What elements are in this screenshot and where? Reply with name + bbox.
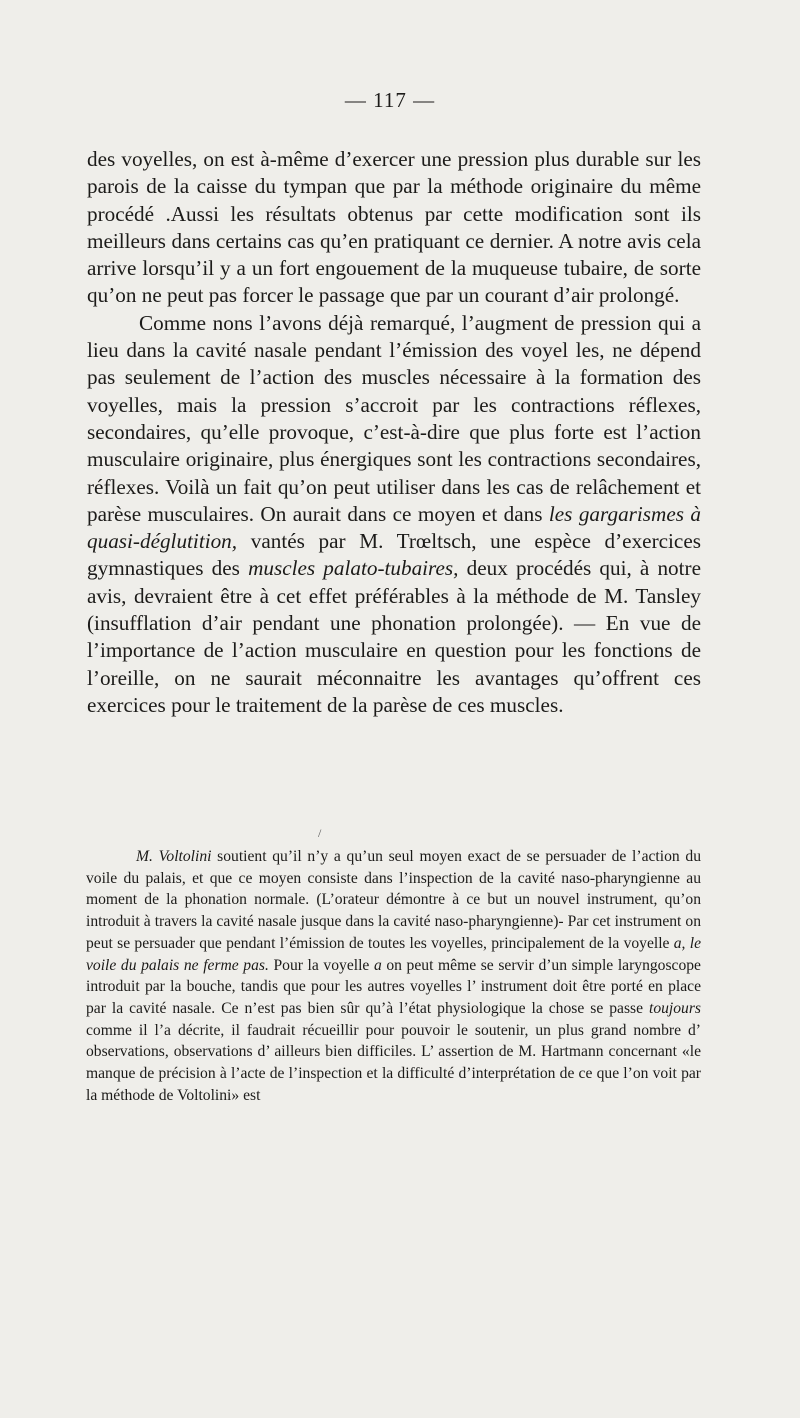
note-text-b: Pour la voyelle	[268, 956, 374, 974]
note-text-d: comme il l’a décrite, il faudrait récueillir pour pouvoir le soutenir, un plus grand nombre d’ observations, observations d’ ailleurs bien difficiles. L’ assertion de M. Hartmann concernant «le manque de précision à l’acte de l’inspection et la difficulté d’interprétation de ce que l’on voit par la méthode de Voltolini» est	[86, 1021, 701, 1104]
main-text-body	[87, 146, 701, 719]
paragraph-2-italic-muscles: muscles palato-tubaires,	[248, 556, 459, 581]
note-paragraph	[86, 846, 701, 1106]
separator-mark: /	[318, 826, 322, 840]
note-italic-a: a,	[673, 934, 686, 952]
note-text-a: soutient qu’il n’y a qu’un seul moyen exact de se persuader de l’action du voile du palais, et que ce moyen consiste dans l’inspection de la cavité naso-pharyngienne au moment de la phonation normale. (L’orateur démontre à ce but un nouvel instrument, qu’on introduit à travers la cavité nasale jusque dans la cavité naso-pharyngienne)- Par cet instrument on peut se persuader que pendant l’émission de toutes les voyelles, principalement de la voyelle	[86, 848, 701, 952]
note-italic-toujours: toujours	[649, 999, 701, 1017]
paragraph-2-text-b: vantés par M. Trœltsch, une espèce d’exercices gymnastiques des	[87, 529, 701, 581]
page-number: — 117 —	[344, 88, 436, 112]
paragraph-2-text-c: deux procédés qui, à notre avis, devraient être à cet effet préférables à la méthode de M. Tansley (insufflation d’air pendant une phonation prolongée). — En vue de l’importance de l’action musculaire en question pour les fonctions de l’oreille, on ne saurait méconnaitre les avantages qu’offrent ces exercices pour le traitement de la parèse de ces muscles.	[87, 556, 701, 717]
paragraph-2-text-a: Comme nons l’avons déjà remarqué, l’augment de pression qui a lieu dans la cavité nasale pendant l’émission des voyel les, ne dépend pas seulement de l’action des muscles nécessaire à la formation des voyelles, mais la pression s’accroit par les contractions réflexes, secondaires, qu’elle provoque, c’est-à-dire que plus forte est l’action musculaire originaire, plus énergiques sont les contractions secondaires, réflexes. Voilà un fait qu’on peut utiliser dans les cas de relâchement et parèse musculaires. On aurait dans ce moyen et dans	[87, 310, 701, 526]
note-block	[86, 846, 701, 1106]
note-author: M. Voltolini	[136, 848, 212, 865]
note-italic-a2: a	[373, 956, 382, 974]
paragraph-2-italic-gargarismes: les gargarismes à quasi-déglutition,	[87, 501, 701, 554]
note-text-c: on peut même se servir d’un simple laryngoscope introduit par la bouche, tandis que pour les autres voyelles l’ instrument doit être porté en place par la cavité nasale. Ce n’est pas bien sûr qu’à l’état physiologique la chose se passe	[86, 956, 701, 1017]
note-italic-phrase: le voile du palais ne ferme pas.	[86, 934, 701, 974]
paragraph-2	[87, 310, 701, 719]
paragraph-1: des voyelles, on est à-même d’exercer une pression plus durable sur les parois de la caisse du tympan que par la méthode originaire du même procédé .Aussi les résultats obtenus par cette modification sont ils meilleurs dans certains cas qu’en pratiquant ce dernier. A notre avis cela arrive lorsqu’il y a un fort engouement de la muqueuse tubaire, de sorte qu’on ne peut pas forcer le passage que par un courant d’air prolongé.	[87, 147, 701, 308]
